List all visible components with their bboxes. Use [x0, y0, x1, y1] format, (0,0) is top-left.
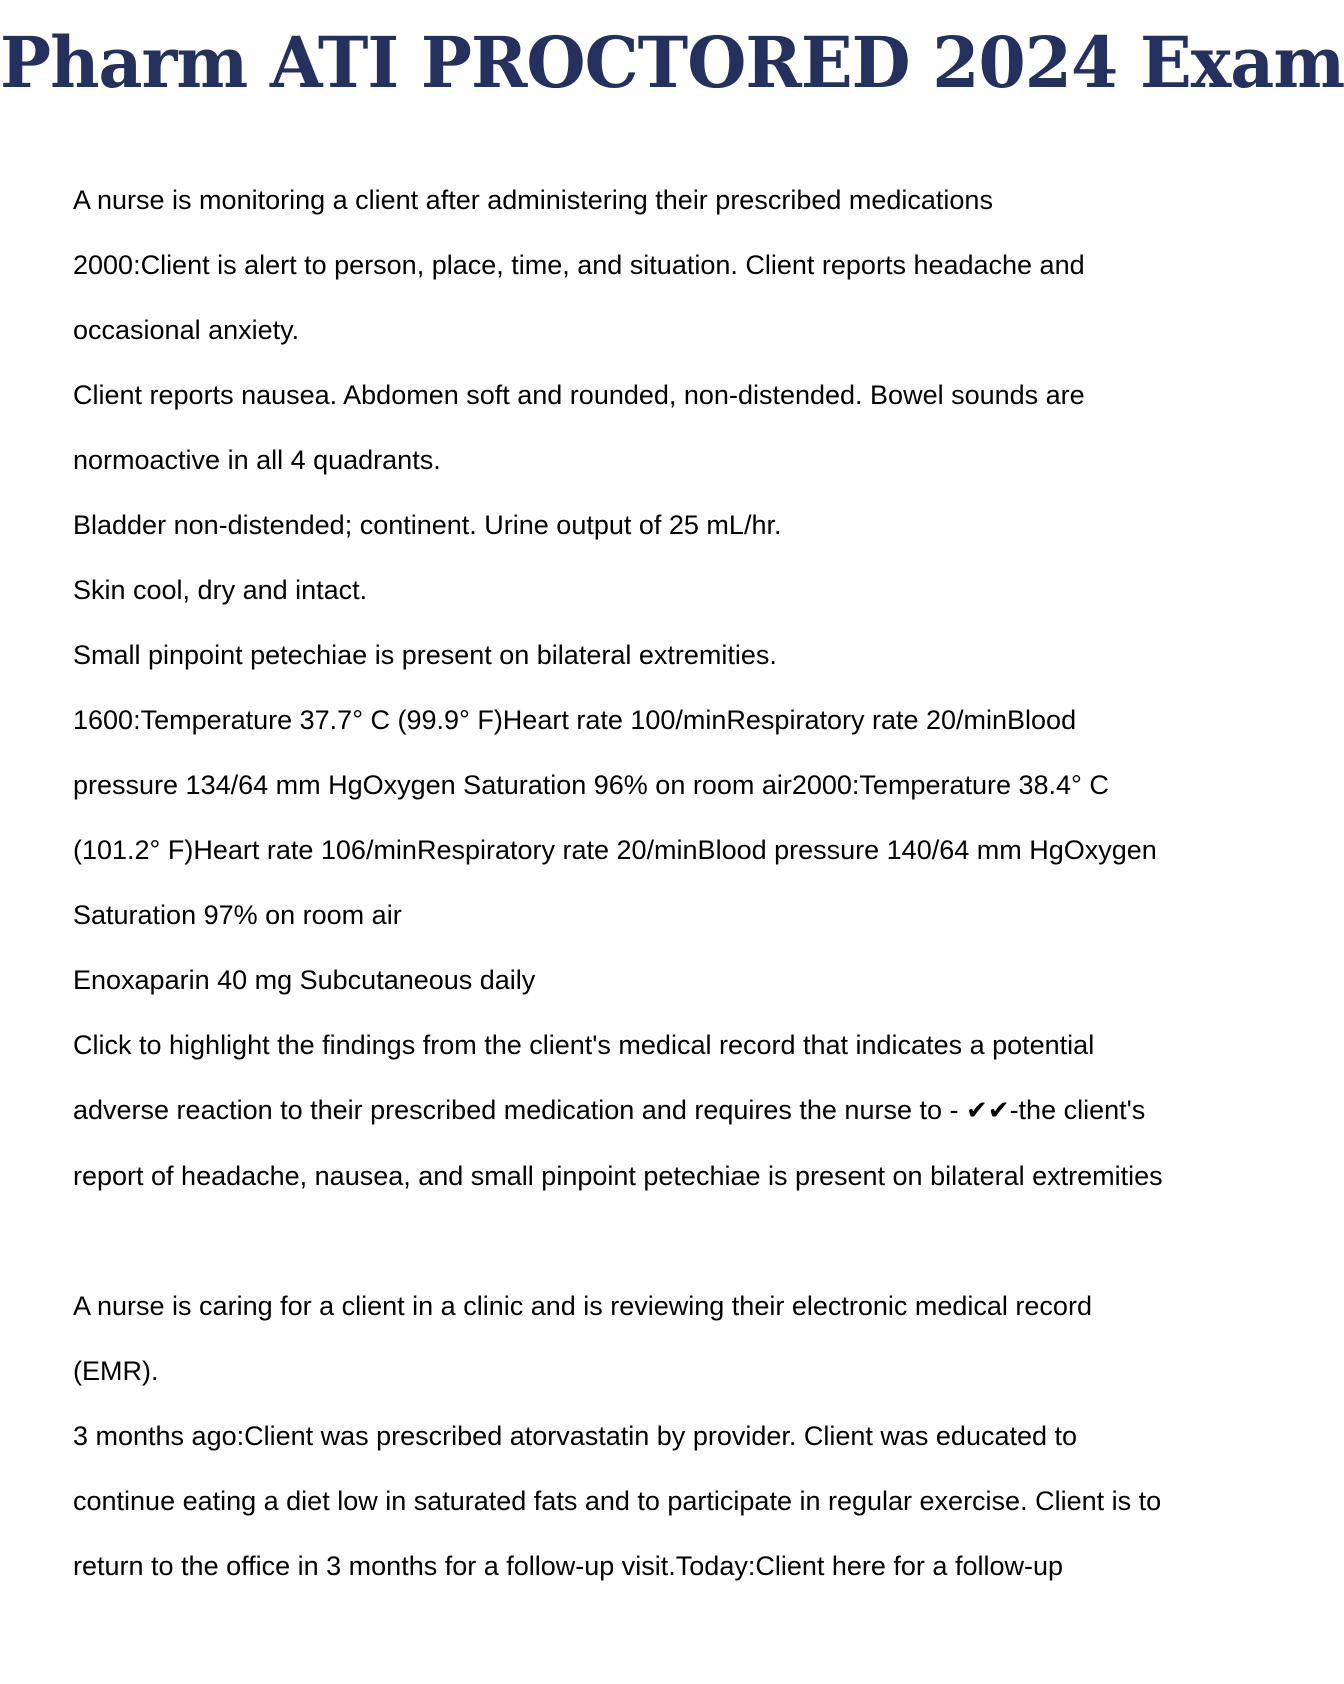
question-2-intro: A nurse is caring for a client in a clinic and is reviewing their electronic medical record (EMR).	[73, 1291, 1092, 1386]
document-body	[73, 168, 1183, 1599]
question-1-medication: Enoxaparin 40 mg Subcutaneous daily	[73, 965, 536, 995]
check-mark-icon: ✔✔	[965, 1096, 1010, 1126]
question-1-gi-note: Client reports nausea. Abdomen soft and rounded, non-distended. Bowel sounds are normoactive in all 4 quadrants.	[73, 380, 1085, 475]
question-1-vital-signs: 1600:Temperature 37.7° C (99.9° F)Heart rate 100/minRespiratory rate 20/minBlood pressure 134/64 mm HgOxygen Saturation 96% on room air2000:Temperature 38.4° C (101.2° F)Heart rate 106/minRespiratory rate 20/minBlood pressure 140/64 mm HgOxygen Saturation 97% on room air	[73, 705, 1157, 930]
question-1-prompt-and-answer	[73, 1013, 1183, 1209]
question-1-skin-note: Skin cool, dry and intact.	[73, 575, 368, 605]
question-1-intro: A nurse is monitoring a client after administering their prescribed medications	[73, 185, 993, 215]
question-1-neuro-note: 2000:Client is alert to person, place, time, and situation. Client reports headache and occasional anxiety.	[73, 250, 1085, 345]
question-2-history: 3 months ago:Client was prescribed atorvastatin by provider. Client was educated to continue eating a diet low in saturated fats and to participate in regular exercise. Client is to return to the office in 3 months for a follow-up visit.Today:Client here for a follow-up	[73, 1421, 1162, 1581]
question-1-gu-note: Bladder non-distended; continent. Urine output of 25 mL/hr.	[73, 510, 782, 540]
question-1-petechiae-note: Small pinpoint petechiae is present on bilateral extremities.	[73, 640, 777, 670]
question-1-answer: -the client's report of headache, nausea, and small pinpoint petechiae is present on bilateral extremities	[73, 1095, 1163, 1191]
page-title: Pharm ATI PROCTORED 2024 Exam	[0, 21, 1344, 104]
question-2	[73, 1274, 1183, 1599]
question-1	[73, 168, 1183, 1209]
section-spacer	[73, 1209, 1183, 1274]
question-1-prompt: Click to highlight the findings from the client's medical record that indicates a potential adverse reaction to their prescribed medication and requires the nurse to -	[73, 1030, 1095, 1125]
